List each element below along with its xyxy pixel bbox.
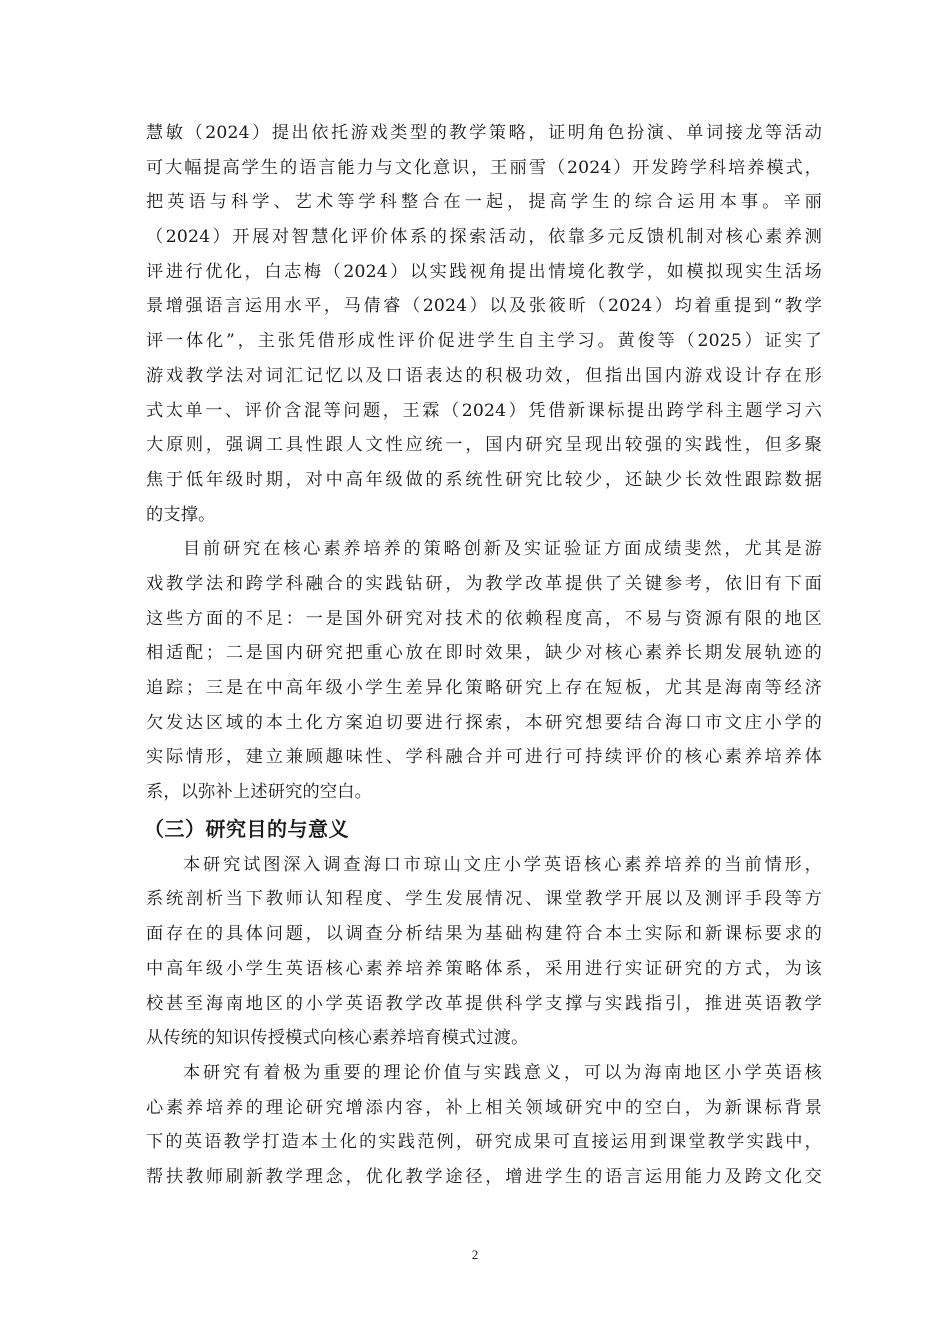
section-heading: （三）研究目的与意义 <box>144 816 349 841</box>
text-line: 慧敏（2024）提出依托游戏类型的教学策略，证明角色扮演、单词接龙等活动 <box>146 123 822 143</box>
text-line: 本研究有着极为重要的理论价值与实践意义，可以为海南地区小学英语核 <box>183 1062 822 1083</box>
paragraph-3 <box>146 848 822 1056</box>
text-line: 系，以弥补上述研究的空白。 <box>146 782 373 803</box>
text-line: 可大幅提高学生的语言能力与文化意识，王丽雪（2024）开发跨学科培养模式， <box>146 157 822 178</box>
text-line: 焦于低年级时期，对中高年级做的系统性研究比较少，还缺少长效性跟踪数据 <box>146 469 822 490</box>
text-line: 评一体化”，主张凭借形成性评价促进学生自主学习。黄俊等（2025）证实了 <box>146 331 822 352</box>
text-line: 心素养培养的理论研究增添内容，补上相关领域研究中的空白，为新课标背景 <box>146 1097 822 1118</box>
text-line: 追踪；三是在中高年级小学生差异化策略研究上存在短板，尤其是海南等经济 <box>146 678 822 698</box>
text-line: 下的英语教学打造本土化的实践范例，研究成果可直接运用到课堂教学实践中， <box>146 1132 822 1153</box>
text-line: 中高年级小学生英语核心素养培养策略体系，采用进行实证研究的方式，为该 <box>146 958 822 979</box>
text-line: 这些方面的不足：一是国外研究对技术的依赖程度高，不易与资源有限的地区 <box>146 608 822 629</box>
text-line: 从传统的知识传授模式向核心素养培育模式过渡。 <box>146 1028 529 1049</box>
text-line: 景增强语言运用水平，马倩睿（2024）以及张筱昕（2024）均着重提到“教学 <box>146 296 822 317</box>
paragraph-1 <box>146 116 822 532</box>
text-line: 欠发达区域的本土化方案迫切要进行探索，本研究想要结合海口市文庄小学的 <box>146 712 822 733</box>
text-line: 目前研究在核心素养培养的策略创新及实证验证方面成绩斐然，尤其是游 <box>183 539 822 560</box>
text-line: 实际情形，建立兼顾趣味性、学科融合并可进行可持续评价的核心素养培养体 <box>146 747 822 768</box>
text-line: 式太单一、评价含混等问题，王霖（2024）凭借新课标提出跨学科主题学习六 <box>146 400 822 421</box>
document-page <box>146 116 822 1195</box>
page-number: 2 <box>471 1247 479 1262</box>
text-line: 相适配；二是国内研究把重心放在即时效果，缺少对核心素养长期发展轨迹的 <box>146 643 822 664</box>
text-line: 校甚至海南地区的小学英语教学改革提供科学支撑与实践指引，推进英语教学 <box>146 993 822 1014</box>
text-line: 游戏教学法对词汇记忆以及口语表达的积极功效，但指出国内游戏设计存在形 <box>146 365 822 386</box>
text-line: （2024）开展对智慧化评价体系的探索活动，依靠多元反馈机制对核心素养测 <box>146 227 822 248</box>
text-line: 把英语与科学、艺术等学科整合在一起，提高学生的综合运用本事。辛丽 <box>146 192 822 213</box>
text-line: 的支撑。 <box>146 504 216 525</box>
paragraph-2 <box>146 532 822 810</box>
paragraph-4 <box>146 1056 822 1195</box>
text-line: 戏教学法和跨学科融合的实践钻研，为教学改革提供了关键参考，依旧有下面 <box>146 573 822 594</box>
text-line: 帮扶教师刷新教学理念，优化教学途径，增进学生的语言运用能力及跨文化交 <box>146 1166 822 1187</box>
text-line: 面存在的具体问题，以调查分析结果为基础构建符合本土实际和新课标要求的 <box>146 924 822 945</box>
text-line: 大原则，强调工具性跟人文性应统一，国内研究呈现出较强的实践性，但多聚 <box>146 435 822 456</box>
text-line: 系统剖析当下教师认知程度、学生发展情况、课堂教学开展以及测评手段等方 <box>146 889 822 910</box>
text-line: 本研究试图深入调查海口市琼山文庄小学英语核心素养培养的当前情形， <box>183 854 822 875</box>
text-line: 评进行优化，白志梅（2024）以实践视角提出情境化教学，如模拟现实生活场 <box>146 261 822 282</box>
